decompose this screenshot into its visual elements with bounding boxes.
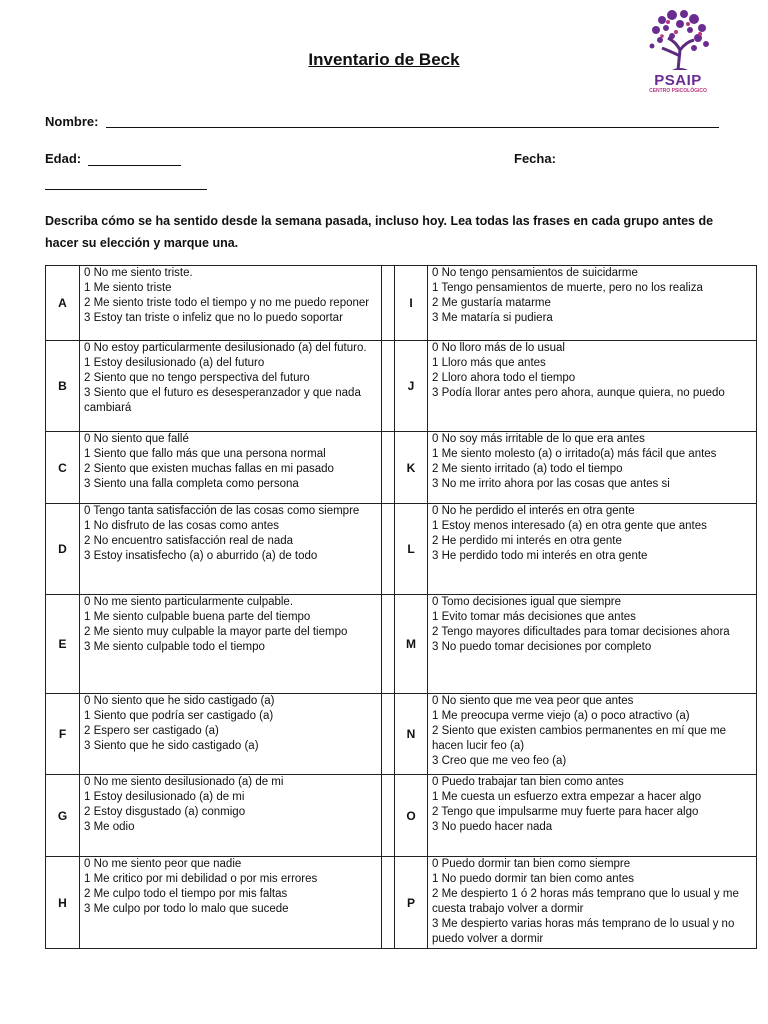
item-letter: I [395, 266, 428, 341]
date-field[interactable] [45, 189, 207, 190]
option-text[interactable]: 1 Me siento culpable buena parte del tiempo [84, 611, 311, 623]
item-letter: N [395, 694, 428, 775]
option-text[interactable]: 2 Me despierto 1 ó 2 horas más temprano que lo usual y me cuesta trabajo volver a dormir [432, 888, 739, 915]
option-text[interactable]: 3 Creo que me veo feo (a) [432, 755, 567, 767]
item-options [80, 857, 382, 949]
name-label: Nombre: [45, 114, 99, 129]
option-text[interactable]: 2 Me siento muy culpable la mayor parte del tiempo [84, 626, 348, 638]
item-row [46, 504, 757, 595]
item-row [46, 775, 757, 857]
option-text[interactable]: 2 Me siento triste todo el tiempo y no me puedo reponer [84, 297, 370, 309]
item-row [46, 266, 757, 341]
item-letter: D [46, 504, 80, 595]
item-letter: J [395, 341, 428, 432]
item-letter: A [46, 266, 80, 341]
option-text[interactable]: 3 Estoy tan triste o infeliz que no lo puedo soportar [84, 312, 343, 324]
column-spacer [382, 857, 395, 949]
option-text[interactable]: 1 No disfruto de las cosas como antes [84, 520, 279, 532]
item-options [428, 857, 757, 949]
column-spacer [382, 266, 395, 341]
item-letter: G [46, 775, 80, 857]
item-options [428, 432, 757, 504]
option-text[interactable]: 3 No puedo tomar decisiones por completo [432, 641, 652, 653]
option-text[interactable]: 1 Me critico por mi debilidad o por mis errores [84, 873, 318, 885]
item-letter: M [395, 595, 428, 694]
option-text[interactable]: 0 No siento que he sido castigado (a) [84, 695, 275, 707]
document-title: Inventario de Beck [308, 50, 460, 69]
item-letter: E [46, 595, 80, 694]
option-text[interactable]: 3 Me odio [84, 821, 135, 833]
option-text[interactable]: 0 No soy más irritable de lo que era antes [432, 433, 645, 445]
option-text[interactable]: 3 Estoy insatisfecho (a) o aburrido (a) de todo [84, 550, 318, 562]
column-spacer [382, 504, 395, 595]
logo-subtitle: CENTRO PSICOLÓGICO [649, 88, 707, 94]
inventory-table [45, 265, 757, 949]
option-text[interactable]: 3 He perdido todo mi interés en otra gente [432, 550, 648, 562]
option-text[interactable]: 3 No puedo hacer nada [432, 821, 553, 833]
item-options [428, 266, 757, 341]
column-spacer [382, 341, 395, 432]
item-options [80, 504, 382, 595]
option-text[interactable]: 0 Puedo trabajar tan bien como antes [432, 776, 624, 788]
date-label: Fecha: [514, 151, 556, 166]
item-letter: P [395, 857, 428, 949]
option-text[interactable]: 3 Me despierto varias horas más temprano de lo usual y no puedo volver a dormir [432, 918, 735, 945]
option-text[interactable]: 1 Siento que fallo más que una persona normal [84, 448, 326, 460]
option-text[interactable]: 1 Estoy menos interesado (a) en otra gente que antes [432, 520, 707, 532]
item-letter: K [395, 432, 428, 504]
option-text[interactable]: 2 Estoy disgustado (a) conmigo [84, 806, 246, 818]
option-text[interactable]: 0 Tomo decisiones igual que siempre [432, 596, 622, 608]
option-text[interactable]: 0 No siento que me vea peor que antes [432, 695, 634, 707]
item-letter: L [395, 504, 428, 595]
column-spacer [382, 595, 395, 694]
item-letter: B [46, 341, 80, 432]
option-text[interactable]: 2 Lloro ahora todo el tiempo [432, 372, 576, 384]
option-text[interactable]: 0 No me siento peor que nadie [84, 858, 242, 870]
item-letter: H [46, 857, 80, 949]
age-label: Edad: [45, 151, 82, 166]
option-text[interactable]: 3 Me culpo por todo lo malo que sucede [84, 903, 289, 915]
option-text[interactable]: 0 Puedo dormir tan bien como siempre [432, 858, 631, 870]
item-options [80, 694, 382, 775]
option-text[interactable]: 1 Estoy desilusionado (a) de mi [84, 791, 245, 803]
option-text[interactable]: 1 No puedo dormir tan bien como antes [432, 873, 635, 885]
item-row [46, 694, 757, 775]
item-options [428, 595, 757, 694]
option-text[interactable]: 1 Me preocupa verme viejo (a) o poco atractivo (a) [432, 710, 690, 722]
column-spacer [382, 694, 395, 775]
option-text[interactable]: 2 He perdido mi interés en otra gente [432, 535, 622, 547]
option-text[interactable]: 2 No encuentro satisfacción real de nada [84, 535, 294, 547]
option-text[interactable]: 2 Siento que existen muchas fallas en mi pasado [84, 463, 334, 475]
column-spacer [382, 775, 395, 857]
option-text[interactable]: 1 Estoy desilusionado (a) del futuro [84, 357, 265, 369]
option-text[interactable]: 1 Me cuesta un esfuerzo extra empezar a hacer algo [432, 791, 702, 803]
item-row [46, 857, 757, 949]
item-letter: F [46, 694, 80, 775]
option-text[interactable]: 0 No me siento triste. [84, 267, 193, 279]
option-text[interactable]: 1 Me siento molesto (a) o irritado(a) más fácil que antes [432, 448, 717, 460]
option-text[interactable]: 2 Me gustaría matarme [432, 297, 551, 309]
item-row [46, 432, 757, 504]
option-text[interactable]: 1 Tengo pensamientos de muerte, pero no los realiza [432, 282, 703, 294]
option-text[interactable]: 3 Siento que he sido castigado (a) [84, 740, 259, 752]
item-options [80, 775, 382, 857]
item-letter: C [46, 432, 80, 504]
option-text[interactable]: 0 No me siento desilusionado (a) de mi [84, 776, 284, 788]
option-text[interactable]: 0 Tengo tanta satisfacción de las cosas como siempre [84, 505, 360, 517]
option-text[interactable]: 3 No me irrito ahora por las cosas que antes si [432, 478, 670, 490]
option-text[interactable]: 1 Lloro más que antes [432, 357, 546, 369]
item-options [80, 432, 382, 504]
item-row [46, 341, 757, 432]
option-text[interactable]: 2 Tengo mayores dificultades para tomar decisiones ahora [432, 626, 730, 638]
option-text[interactable]: 2 Me siento irritado (a) todo el tiempo [432, 463, 623, 475]
option-text[interactable]: 0 No lloro más de lo usual [432, 342, 565, 354]
option-text[interactable]: 1 Evito tomar más decisiones que antes [432, 611, 636, 623]
column-spacer [382, 432, 395, 504]
option-text[interactable]: 2 Tengo que impulsarme muy fuerte para hacer algo [432, 806, 699, 818]
option-text[interactable]: 3 Siento que el futuro es desesperanzador y que nada cambiará [84, 387, 361, 414]
name-field[interactable] [106, 127, 719, 128]
option-text[interactable]: 3 Me mataría si pudiera [432, 312, 553, 324]
option-text[interactable]: 2 Siento que existen cambios permanentes en mí que me hacen lucir feo (a) [432, 725, 727, 752]
item-options [80, 341, 382, 432]
instructions: Describa cómo se ha sentido desde la semana pasada, incluso hoy. Lea todas las frases en cada grupo antes de hacer su elección y marque una. [45, 214, 714, 250]
age-field[interactable] [88, 165, 181, 166]
item-row [46, 595, 757, 694]
item-options [428, 504, 757, 595]
option-text[interactable]: 2 Espero ser castigado (a) [84, 725, 219, 737]
option-text[interactable]: 1 Siento que podría ser castigado (a) [84, 710, 274, 722]
item-options [428, 341, 757, 432]
item-options [428, 694, 757, 775]
item-options [80, 266, 382, 341]
option-text[interactable]: 1 Me siento triste [84, 282, 172, 294]
option-text[interactable]: 2 Siento que no tengo perspectiva del futuro [84, 372, 310, 384]
item-options [428, 775, 757, 857]
option-text[interactable]: 3 Podía llorar antes pero ahora, aunque quiera, no puedo [432, 387, 725, 399]
option-text[interactable]: 0 No me siento particularmente culpable. [84, 596, 294, 608]
logo-text: PSAIP [654, 72, 702, 89]
option-text[interactable]: 2 Me culpo todo el tiempo por mis faltas [84, 888, 288, 900]
item-letter: O [395, 775, 428, 857]
option-text[interactable]: 0 No siento que fallé [84, 433, 189, 445]
item-options [80, 595, 382, 694]
option-text[interactable]: 0 No he perdido el interés en otra gente [432, 505, 635, 517]
option-text[interactable]: 3 Me siento culpable todo el tiempo [84, 641, 265, 653]
option-text[interactable]: 0 No estoy particularmente desilusionado (a) del futuro. [84, 342, 367, 354]
option-text[interactable]: 0 No tengo pensamientos de suicidarme [432, 267, 638, 279]
option-text[interactable]: 3 Siento una falla completa como persona [84, 478, 299, 490]
